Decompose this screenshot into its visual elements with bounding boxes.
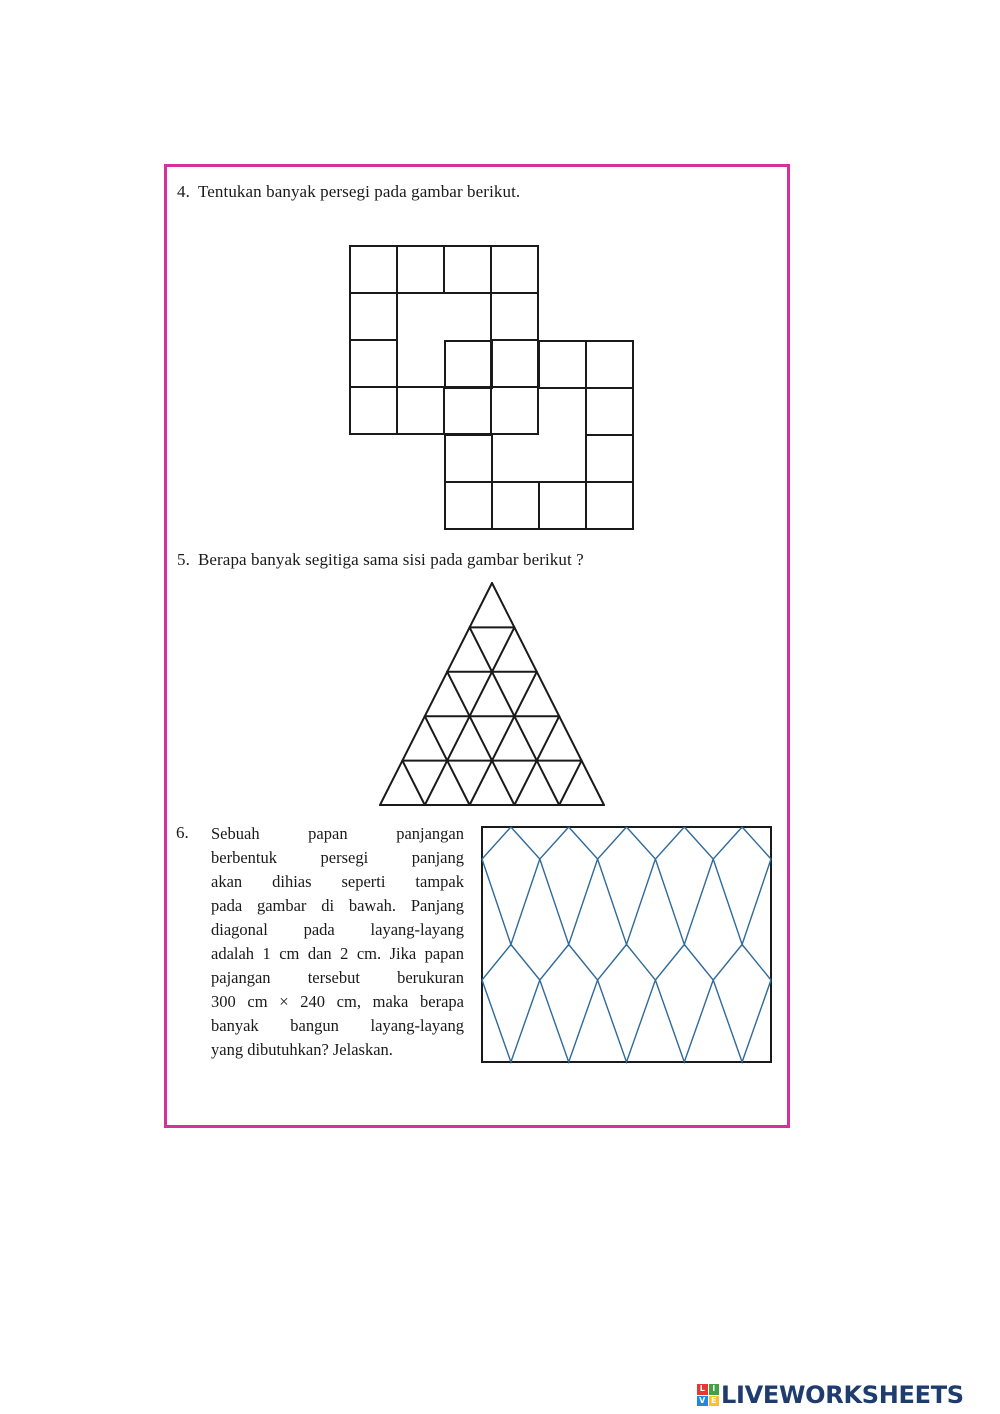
question-6-line: Sebuah papan panjangan xyxy=(211,824,464,843)
question-5-number: 5. xyxy=(177,550,190,569)
logo-badge-letter: E xyxy=(709,1396,720,1407)
kite-line xyxy=(713,827,771,945)
kite-line xyxy=(598,945,656,1063)
question-6-line: diagonal pada layang-layang xyxy=(211,920,464,939)
logo-badge-letter: V xyxy=(697,1396,708,1407)
kite-line xyxy=(540,945,598,1063)
question-6-line: adalah 1 cm dan 2 cm. Jika papan xyxy=(211,944,464,963)
question-6-line: akan dihias seperti tampak xyxy=(211,872,464,891)
logo-badge-icon xyxy=(697,1384,719,1406)
kite-line xyxy=(655,827,713,945)
question-5-text: Berapa banyak segitiga sama sisi pada gambar berikut ? xyxy=(197,550,584,569)
kite-line xyxy=(598,827,656,945)
kite-line xyxy=(655,945,713,1063)
logo-text: LIVEWORKSHEETS xyxy=(721,1381,964,1409)
question-6-line: 300 cm × 240 cm, maka berapa xyxy=(211,992,464,1011)
question-6-number: 6. xyxy=(176,823,189,842)
logo-badge-letter: L xyxy=(697,1384,708,1395)
question-4-number: 4. xyxy=(177,182,190,201)
question-6-line: yang dibutuhkan? Jelaskan. xyxy=(211,1040,393,1059)
kite-line xyxy=(713,945,771,1063)
kite-line xyxy=(540,827,598,945)
question-6-line: berbentuk persegi panjang xyxy=(211,848,464,867)
liveworksheets-logo xyxy=(697,1380,964,1410)
logo-badge-letter: I xyxy=(709,1384,720,1395)
kite-line xyxy=(482,945,540,1063)
question-6-line: banyak bangun layang-layang xyxy=(211,1016,464,1035)
kite-line xyxy=(482,827,540,945)
question-4-text: Tentukan banyak persegi pada gambar berikut. xyxy=(197,182,521,201)
question-6-line: pajangan tersebut berukuran xyxy=(211,968,464,987)
question-6-line: pada gambar di bawah. Panjang xyxy=(211,896,464,915)
